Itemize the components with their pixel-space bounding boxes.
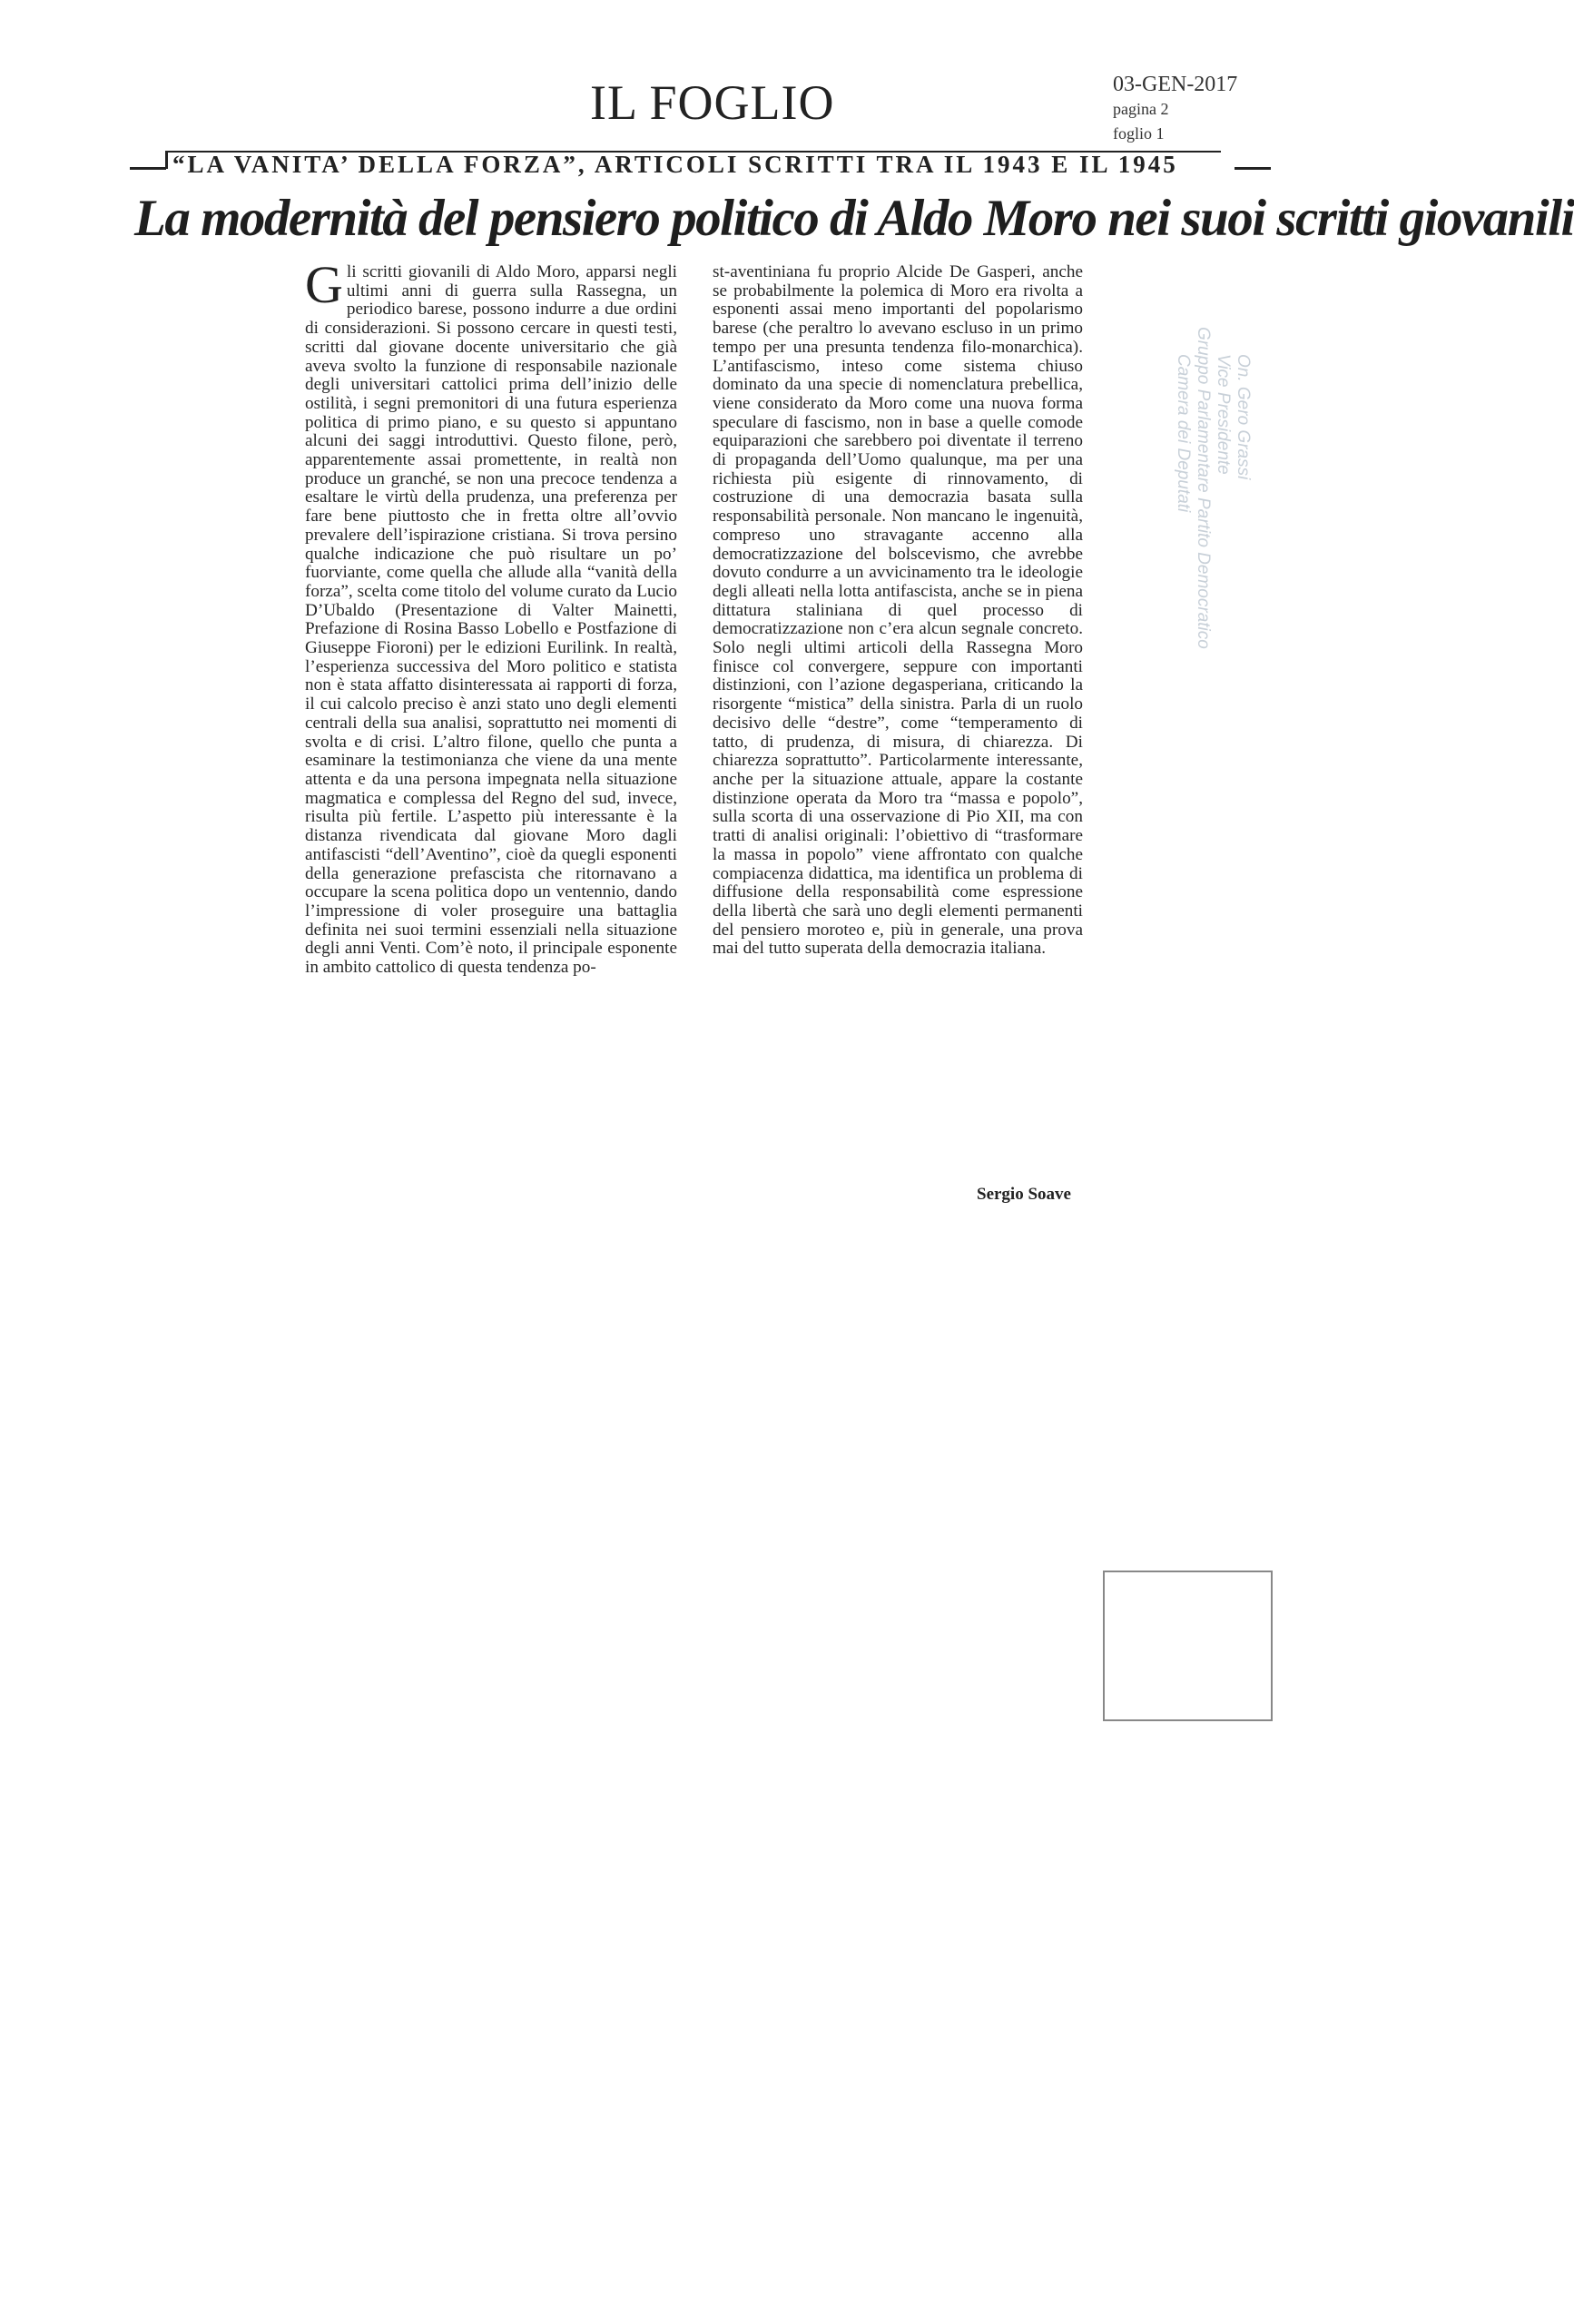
article-column-2 xyxy=(713,263,1083,959)
kicker-rule-right xyxy=(1235,167,1271,170)
empty-box xyxy=(1103,1571,1273,1721)
article-headline: La modernità del pensiero politico di Aldo Moro nei suoi scritti giovanili xyxy=(134,190,1574,247)
stamp-line-1: On. Gero Grassi xyxy=(1234,354,1253,480)
article-column-1-text: li scritti giovanili di Aldo Moro, apparsi negli ultimi anni di guerra sulla Rassegna, un periodico barese, possono indurre a due ordini di considerazioni. Si possono cercare in questi testi, scritti dal giovane docente universitario che già aveva svolto la funzione di responsabile nazionale degli universitari cattolici prima dell’inizio delle ostilità, i segni premonitori di una futura esperienza politica di primo piano, e su questo si appuntano alcuni dei saggi introduttivi. Questo filone, però, apparentemente assai promettente, in realtà non produce un granché, se non una precoce tendenza a esaltare le virtù della prudenza, una preferenza per fare bene piuttosto che in fretta oltre all’ovvio prevalere dell’ispirazione cristiana. Si trova persino qualche indicazione che può risultare un po’ fuorviante, come quella che allude alla “vanità della forza”, scelta come titolo del volume curato da Lucio D’Ubaldo (Presentazione di Valter Mainetti, Prefazione di Rosina Basso Lobello e Postfazione di Giuseppe Fioroni) per le edizioni Eurilink. In realtà, l’esperienza successiva del Moro politico e statista non è stata affatto disinteressata ai rapporti di forza, il cui calcolo preciso è anzi stato uno degli elementi centrali della sua analisi, soprattutto nei momenti di svolta e di crisi. L’altro filone, quello che punta a esaminare la testimonianza che viene da una mente attenta e da una persona impegnata nella situazione magmatica e complessa del Regno del sud, invece, risulta più fertile. L’aspetto più interessante è la distanza rivendicata dal giovane Moro dagli antifascisti “dell’Aventino”, cioè da quegli esponenti della generazione prefascista che ritornavano a occupare la scena politica dopo un ventennio, dando l’impressione di voler proseguire una battaglia definita nei suoi termini essenziali nella situazione degli anni Venti. Com’è noto, il principale esponente in ambito cattolico di questa tendenza po- xyxy=(305,262,677,978)
stamp-line-3: Gruppo Parlamentare Partito Democratico xyxy=(1194,327,1213,649)
newspaper-masthead: IL FOGLIO xyxy=(590,75,835,130)
article-column-2-text: st-aventiniana fu proprio Alcide De Gasperi, anche se probabilmente la polemica di Moro era rivolta a esponenti assai meno importanti del popolarismo barese (che peraltro lo avevano escluso in un primo tempo per una presunta tendenza filo-monarchica). L’antifascismo, inteso come sistema chiuso dominato da una specie di nomenclatura prebellica, viene considerato da Moro come una nuova forma speculare di fascismo, non in base a quelle comode equiparazioni che sarebbero poi diventate il terreno di propaganda dell’Uomo qualunque, ma per una richiesta più esigente di rinnovamento, di costruzione di una democrazia basata sulla responsabilità personale. Non mancano le ingenuità, compreso uno stravagante accenno alla democratizzazione del bolscevismo, che avrebbe dovuto condurre a un avvicinamento tra le ideologie degli alleati nella lotta antifascista, anche se in piena dittatura staliniana di quel processo di democratizzazione non c’era alcun segnale concreto. Solo negli ultimi articoli della Rassegna Moro finisce col convergere, seppure con importanti distinzioni, con l’azione degasperiana, criticando la risorgente “mistica” della sinistra. Parla di un ruolo decisivo delle “destre”, come “temperamento di tatto, di prudenza, di misura, di chiarezza. Di chiarezza soprattutto”. Particolarmente interessante, anche per la situazione attuale, appare la costante distinzione operata da Moro tra “massa e popolo”, sulla scorta di una osservazione di Pio XII, ma con tratti di analisi originali: l’obiettivo di “trasformare la massa in popolo” viene affrontato con qualche compiacenza didattica, ma identifica un problema di diffusione della responsabilità come espressione della libertà che sarà uno degli elementi permanenti del pensiero moroteo e, più in generale, una prova mai del tutto superata della democrazia italiana. xyxy=(713,262,1083,959)
kicker-rule-tick xyxy=(165,151,168,169)
clipping-sheet-number: foglio 1 xyxy=(1113,124,1165,143)
clipping-date: 03-GEN-2017 xyxy=(1113,73,1238,96)
kicker-rule-left xyxy=(130,167,166,170)
article-kicker: “LA VANITA’ DELLA FORZA”, ARTICOLI SCRITTI TRA IL 1943 E IL 1945 xyxy=(172,151,1178,178)
stamp-line-4: Camera dei Deputati xyxy=(1174,354,1193,513)
clipping-page-number: pagina 2 xyxy=(1113,100,1169,118)
article-column-1 xyxy=(305,255,677,978)
article-byline: Sergio Soave xyxy=(977,1185,1071,1204)
drop-cap: G xyxy=(305,255,343,314)
faded-stamp xyxy=(1174,327,1253,654)
stamp-line-2: Vice Presidente xyxy=(1214,354,1233,475)
clipping-meta xyxy=(1113,73,1237,146)
